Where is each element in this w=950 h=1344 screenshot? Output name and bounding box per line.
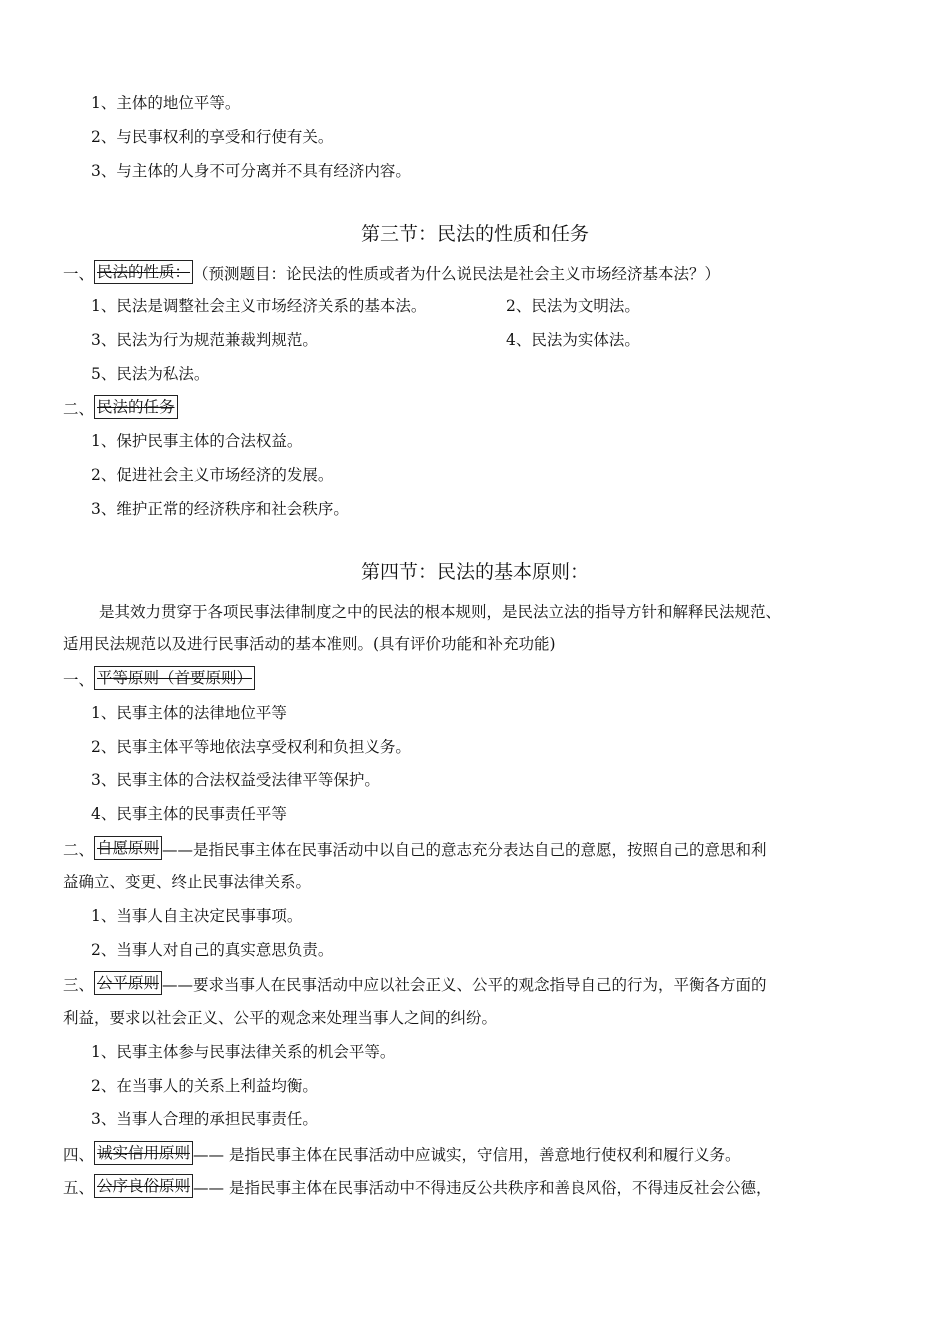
list-item: 2、民事主体平等地依法享受权利和负担义务。	[91, 738, 411, 756]
list-item: 4、民法为实体法。	[506, 331, 640, 349]
boxed-term: 民法的任务	[94, 395, 178, 419]
part-prefix: 二、	[63, 400, 95, 418]
principle-text: —— 是指民事主体在民事活动中不得违反公共秩序和善良风俗，不得违反社会公德，	[193, 1179, 772, 1197]
section-3-part-2-heading	[63, 397, 178, 421]
list-item: 1、民事主体参与民事法律关系的机会平等。	[91, 1043, 396, 1061]
part-prefix: 四、	[63, 1146, 95, 1164]
part-prefix: 二、	[63, 841, 95, 859]
list-item: 1、民事主体的法律地位平等	[91, 704, 287, 722]
list-item: 2、民法为文明法。	[506, 297, 640, 315]
section-4-heading: 第四节：民法的基本原则：	[360, 561, 589, 583]
part-prefix: 五、	[63, 1179, 95, 1197]
principle-text: —— 是指民事主体在民事活动中应诚实，守信用，善意地行使权利和履行义务。	[193, 1146, 741, 1164]
list-item: 1、主体的地位平等。	[91, 94, 241, 112]
paragraph-line: 利益，要求以社会正义、公平的观念来处理当事人之间的纠纷。	[63, 1009, 498, 1027]
boxed-term: 平等原则（首要原则）	[94, 666, 255, 690]
list-item: 4、民事主体的民事责任平等	[91, 805, 287, 823]
list-item: 3、民事主体的合法权益受法律平等保护。	[91, 771, 380, 789]
boxed-term: 民法的性质：	[94, 260, 193, 284]
list-item: 2、在当事人的关系上利益均衡。	[91, 1077, 318, 1095]
part-prefix: 一、	[63, 671, 95, 689]
list-item: 3、当事人合理的承担民事责任。	[91, 1110, 318, 1128]
principle-text: ——要求当事人在民事活动中应以社会正义、公平的观念指导自己的行为，平衡各方面的	[162, 976, 767, 994]
part-prefix: 一、	[63, 265, 95, 283]
boxed-term: 公平原则	[94, 971, 162, 995]
boxed-term: 公序良俗原则	[94, 1174, 193, 1198]
section-3-part-1-heading	[63, 262, 720, 286]
list-item: 1、当事人自主决定民事事项。	[91, 907, 303, 925]
list-item: 3、与主体的人身不可分离并不具有经济内容。	[91, 162, 411, 180]
section-3-heading: 第三节：民法的性质和任务	[360, 223, 589, 245]
list-item: 5、民法为私法。	[91, 365, 210, 383]
list-item: 1、保护民事主体的合法权益。	[91, 432, 303, 450]
boxed-term: 诚实信用原则	[94, 1141, 193, 1165]
principle-1-heading	[63, 668, 255, 692]
paragraph-line: 是其效力贯穿于各项民事法律制度之中的民法的根本规则，是民法立法的指导方针和解释民法规范、	[99, 603, 782, 621]
list-item: 3、维护正常的经济秩序和社会秩序。	[91, 500, 349, 518]
part-note: （预测题目：论民法的性质或者为什么说民法是社会主义市场经济基本法？）	[193, 265, 721, 283]
paragraph-line: 适用民法规范以及进行民事活动的基本准则。(具有评价功能和补充功能)	[63, 635, 556, 653]
list-item: 2、与民事权利的享受和行使有关。	[91, 128, 334, 146]
principle-5-heading	[63, 1176, 771, 1200]
list-item: 2、促进社会主义市场经济的发展。	[91, 466, 334, 484]
principle-text: ——是指民事主体在民事活动中以自己的意志充分表达自己的意愿，按照自己的意思和利	[162, 841, 767, 859]
principle-4-heading	[63, 1143, 740, 1167]
principle-3-heading	[63, 973, 767, 997]
list-item: 1、民法是调整社会主义市场经济关系的基本法。	[91, 297, 427, 315]
paragraph-line: 益确立、变更、终止民事法律关系。	[63, 873, 312, 891]
part-prefix: 三、	[63, 976, 95, 994]
principle-2-heading	[63, 838, 767, 862]
list-item: 3、民法为行为规范兼裁判规范。	[91, 331, 318, 349]
boxed-term: 自愿原则	[94, 836, 162, 860]
list-item: 2、当事人对自己的真实意思负责。	[91, 941, 334, 959]
